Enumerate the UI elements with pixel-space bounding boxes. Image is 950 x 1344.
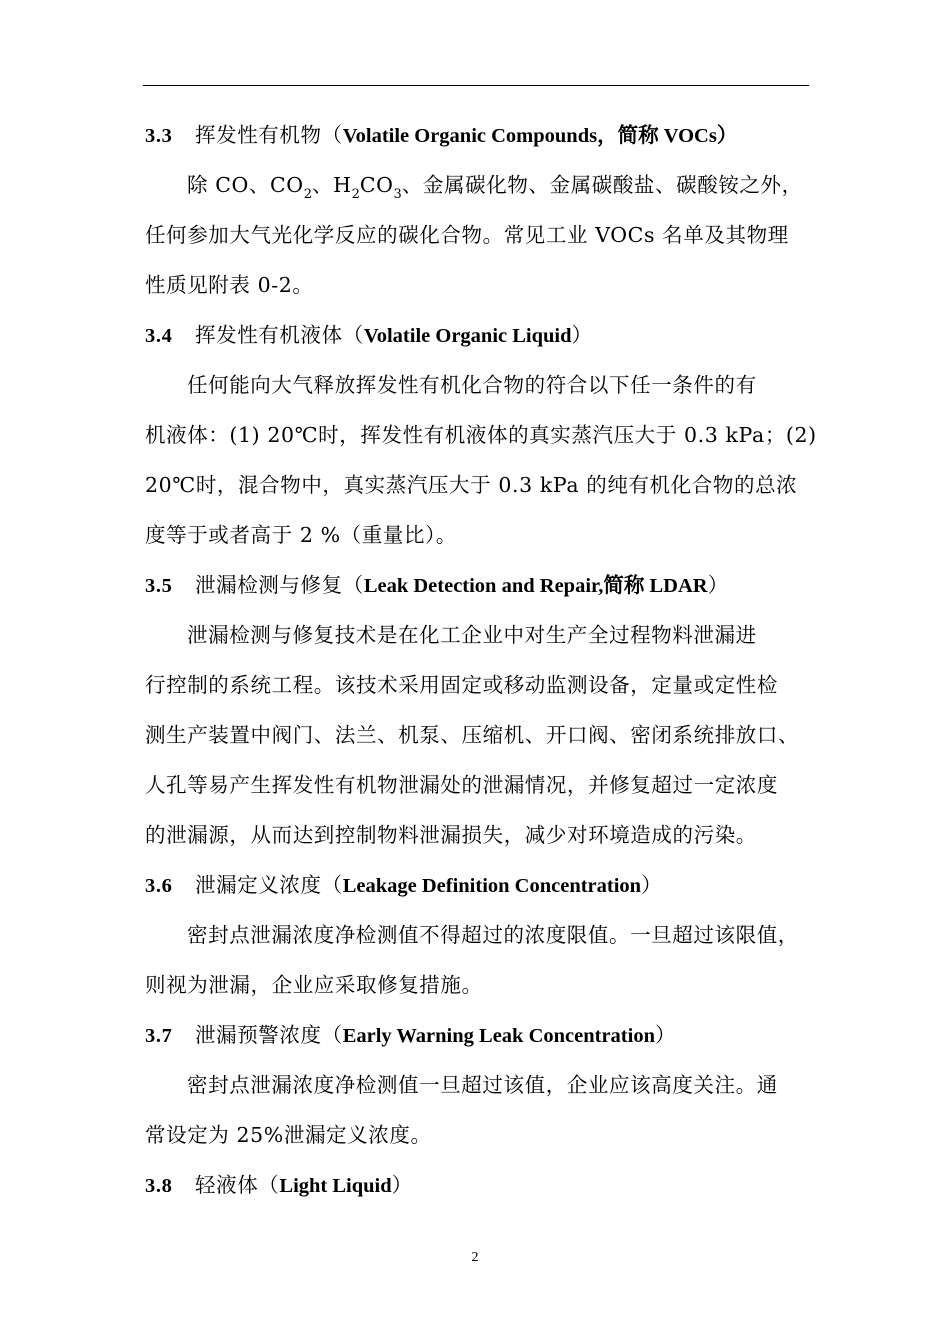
subscript: 2 <box>351 187 360 202</box>
paragraph-line: 常设定为 25%泄漏定义浓度。 <box>145 1123 432 1147</box>
paragraph-line: 的泄漏源，从而达到控制物料泄漏损失，减少对环境造成的污染。 <box>145 823 757 847</box>
section-title-en: Leakage Definition Concentration <box>342 875 642 897</box>
section-title-cn: 泄漏定义浓度（ <box>195 873 343 897</box>
section-title-cn: 轻液体（ <box>195 1173 280 1197</box>
section-title-en: Volatile Organic Liquid <box>363 325 572 347</box>
section-heading <box>145 310 810 360</box>
paragraph-line: 机液体：(1) 20℃时，挥发性有机液体的真实蒸汽压大于 0.3 kPa；(2) <box>145 423 817 447</box>
section-title-cn: 挥发性有机液体（ <box>195 323 364 347</box>
section-title-cn: 挥发性有机物（ <box>195 123 343 147</box>
section-heading <box>145 860 810 910</box>
paragraph-line: 20℃时，混合物中，真实蒸汽压大于 0.3 kPa 的纯有机化合物的总浓 <box>145 473 798 497</box>
section-title-en: Early Warning Leak Concentration <box>342 1025 655 1047</box>
section-title-tail: ） <box>641 873 663 897</box>
section-number: 3.5 <box>145 575 173 597</box>
paragraph-line: 则视为泄漏，企业应采取修复措施。 <box>145 973 483 997</box>
text-run: 、金属碳化物、金属碳酸盐、碳酸铵之外， <box>401 173 803 197</box>
section-heading <box>145 1010 810 1060</box>
page-number: 2 <box>471 1250 479 1265</box>
section-title-cn: 泄漏检测与修复（ <box>195 573 364 597</box>
section-title-en: Leak Detection and Repair,简称 LDAR <box>363 575 708 597</box>
section-title-tail: ） <box>654 1023 677 1047</box>
paragraph-line: 度等于或者高于 2 %（重量比）。 <box>145 523 458 547</box>
header-rule <box>143 85 809 86</box>
text-run: 、H <box>311 173 352 197</box>
section-title-en: Volatile Organic Compounds <box>342 125 598 147</box>
section-number: 3.4 <box>145 325 173 347</box>
section-title-tail: ，简称 VOCs） <box>597 125 738 147</box>
paragraph-line: 人孔等易产生挥发性有机物泄漏处的泄漏情况，并修复超过一定浓度 <box>145 773 778 797</box>
paragraph-line: 任何参加大气光化学反应的碳化合物。常见工业 VOCs 名单及其物理 <box>145 223 789 247</box>
section-heading <box>145 1160 810 1210</box>
section-heading <box>145 560 810 610</box>
section-title-cn: 泄漏预警浓度（ <box>195 1023 343 1047</box>
section-heading <box>145 110 810 160</box>
section-number: 3.3 <box>145 125 173 147</box>
section-number: 3.8 <box>145 1175 173 1197</box>
paragraph-line: 密封点泄漏浓度净检测值不得超过的浓度限值。一旦超过该限值， <box>187 923 799 947</box>
paragraph-line: 性质见附表 0-2。 <box>145 273 314 297</box>
text-run: 除 CO、CO <box>187 173 304 197</box>
paragraph-line: 密封点泄漏浓度净检测值一旦超过该值，企业应该高度关注。通 <box>187 1073 778 1097</box>
section-title-tail: ） <box>707 573 729 597</box>
paragraph-line: 泄漏检测与修复技术是在化工企业中对生产全过程物料泄漏进 <box>187 623 757 647</box>
section-number: 3.7 <box>145 1025 173 1047</box>
paragraph-line: 行控制的系统工程。该技术采用固定或移动监测设备，定量或定性检 <box>145 673 778 697</box>
paragraph-line: 测生产装置中阀门、法兰、机泵、压缩机、开口阀、密闭系统排放口、 <box>145 723 800 747</box>
section-title-tail: ） <box>571 323 593 347</box>
section-number: 3.6 <box>145 875 173 897</box>
document-body <box>145 110 817 1210</box>
section-title-en: Light Liquid <box>279 1175 392 1197</box>
paragraph-line <box>145 160 810 210</box>
paragraph-line: 任何能向大气释放挥发性有机化合物的符合以下任一条件的有 <box>187 373 757 397</box>
subscript: 2 <box>303 187 312 202</box>
text-run: CO <box>359 173 394 197</box>
subscript: 3 <box>393 187 402 202</box>
section-title-tail: ） <box>391 1173 413 1197</box>
